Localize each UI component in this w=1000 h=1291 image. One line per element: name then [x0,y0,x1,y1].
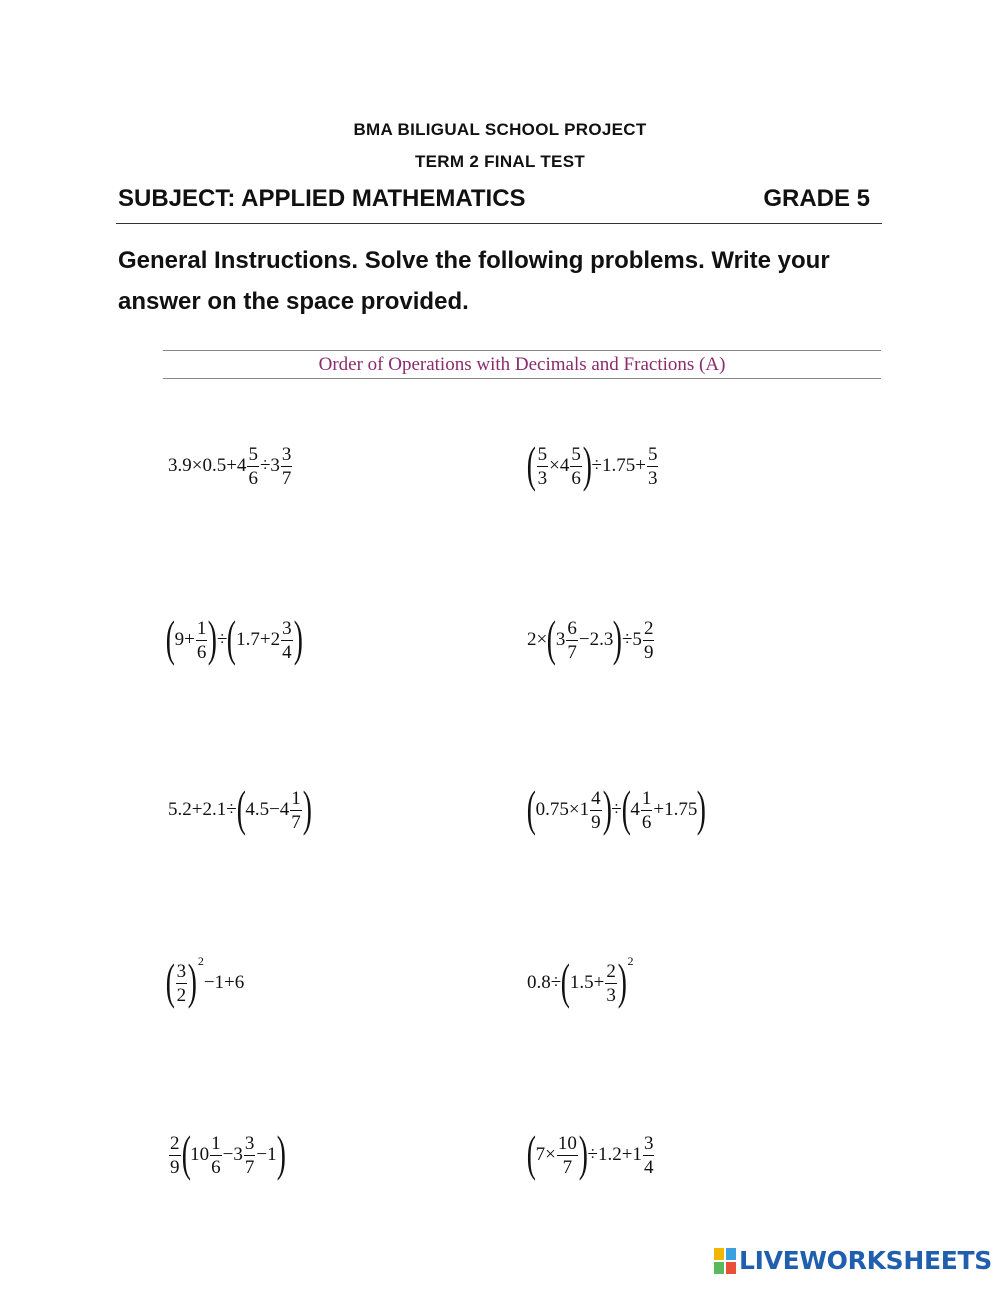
fraction: $\frac{5}{6}$ [571,443,581,489]
fraction: $\frac{1}{6}$ [196,617,207,663]
logo-text: LIVEWORKSHEETS [738,1246,992,1275]
fraction: $\frac{1}{6}$ [641,787,652,833]
test-title: TERM 2 FINAL TEST [414,152,586,171]
fraction: $\frac{3}{2}$ [176,960,187,1006]
grade-label: GRADE 5 [763,185,870,212]
section-rule-bottom [163,378,881,379]
general-instructions: General Instructions. Solve the following problems. Write your answer on the space provided. [118,247,830,315]
fraction: $\frac{1}{7}$ [291,787,301,833]
problem-1: 3.9×0.5+4 $\frac{5}{6}$ ÷3 $\frac{3}{7}$ [168,443,292,489]
subject-row [118,185,870,213]
problem-3: ( 9+ $\frac{1}{6}$ ) ÷ ( 1.7+2 $\frac{3}{4}$ ) [165,610,303,666]
problem-10: ( 7× $\frac{10}{7}$ ) ÷1.2+1 $\frac{3}{4}$ [526,1125,654,1181]
problem-2: ( $\frac{5}{3}$ ×4 $\frac{5}{6}$ ) ÷1.75+ $\frac{5}{3}$ [526,436,658,492]
problem-9: $\frac{2}{9}$ ( 10 $\frac{1}{6}$ −3 $\frac{3}{7}$ −1 ) [170,1125,286,1181]
exponent: 2 [627,953,634,968]
fraction: $\frac{3}{7}$ [244,1132,255,1178]
liveworksheets-logo[interactable] [714,1246,992,1275]
section-title: Order of Operations with Decimals and Fractions (A) [318,354,726,375]
fraction: $\frac{10}{7}$ [557,1132,577,1178]
header-divider [116,223,882,224]
fraction: $\frac{2}{9}$ [643,617,654,663]
exponent: 2 [197,953,204,968]
fraction: $\frac{3}{4}$ [643,1132,654,1178]
subject-label: SUBJECT: APPLIED MATHEMATICS [118,185,526,212]
problem-4: 2× ( 3 $\frac{6}{7}$ −2.3 ) ÷5 $\frac{2}{9}$ [527,610,654,666]
fraction: $\frac{3}{7}$ [281,443,292,489]
section-rule-top [163,350,881,351]
fraction: $\frac{3}{4}$ [282,617,292,663]
liveworksheets-icon [714,1248,736,1274]
fraction: $\frac{5}{6}$ [248,443,258,489]
fraction: $\frac{5}{3}$ [647,443,658,489]
fraction: $\frac{1}{6}$ [211,1132,221,1178]
problem-6: ( 0.75×1 $\frac{4}{9}$ ) ÷ ( 4 $\frac{1}{6}$ +1.75 ) [526,780,707,836]
school-name: BMA BILIGUAL SCHOOL PROJECT [353,120,647,139]
fraction: $\frac{2}{9}$ [170,1132,180,1178]
problem-7: ( $\frac{3}{2}$ ) 2 −1+6 [165,953,245,1009]
problem-8: 0.8÷ ( 1.5+ $\frac{2}{3}$ ) 2 [527,953,634,1009]
problem-5: 5.2+2.1÷ ( 4.5−4 $\frac{1}{7}$ ) [168,780,312,836]
fraction: $\frac{4}{9}$ [591,787,601,833]
fraction: $\frac{5}{3}$ [537,443,548,489]
fraction: $\frac{6}{7}$ [567,617,577,663]
fraction: $\frac{2}{3}$ [606,960,616,1006]
